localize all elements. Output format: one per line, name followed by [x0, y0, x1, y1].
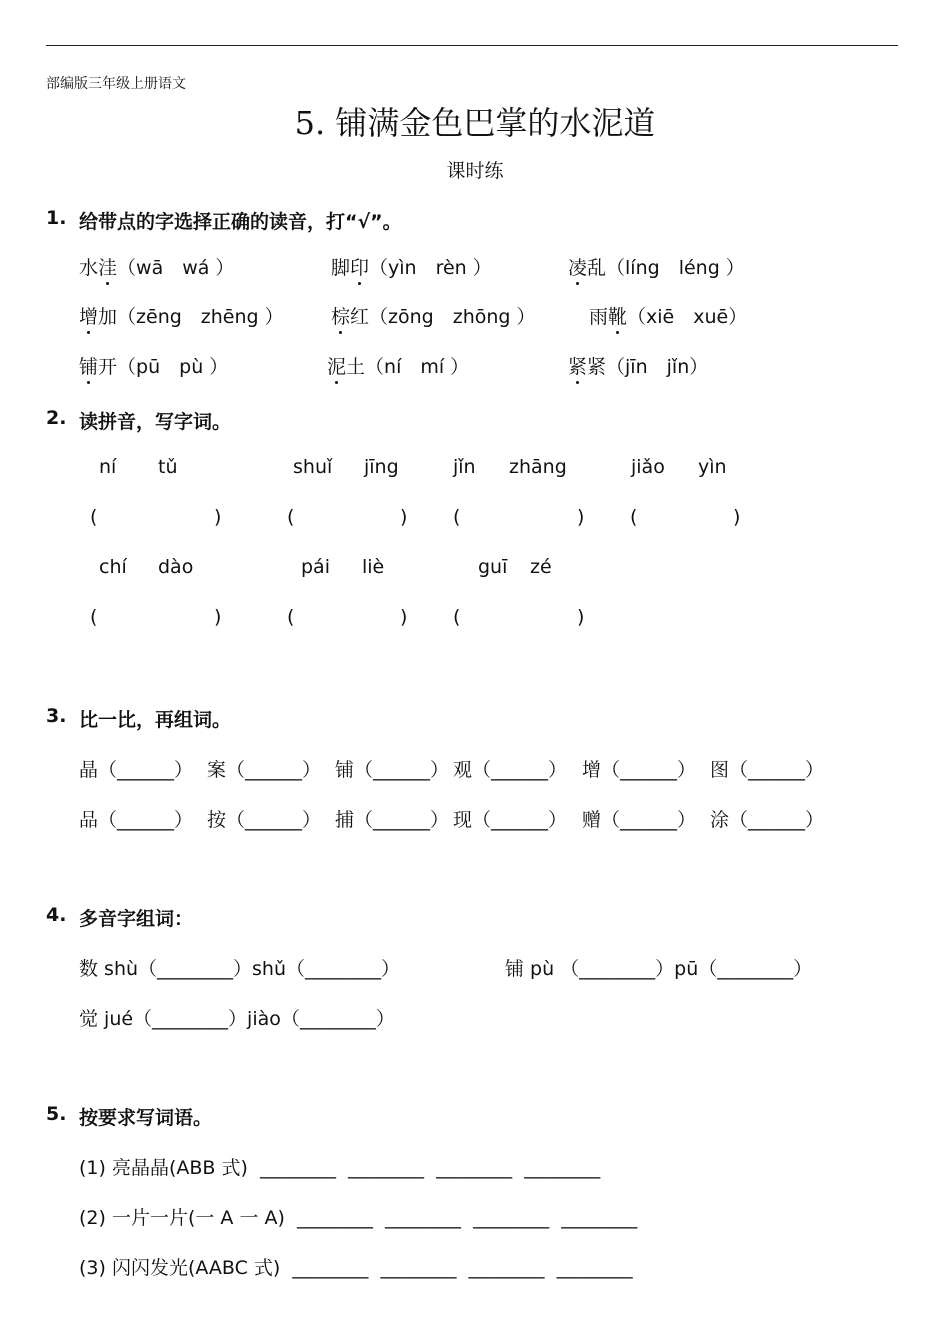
page-header: 部编版三年级上册语文 — [46, 76, 186, 92]
q1-item: 脚印（yìn rèn ） — [331, 257, 492, 279]
polyphone-item: 铺 pù （________）pū（________） — [505, 958, 813, 980]
q1-item: 棕红（zōng zhōng ） — [331, 306, 536, 328]
pinyin: jǐn — [453, 456, 476, 478]
q2-number: 2. — [46, 407, 67, 429]
q1-item: 雨靴（xiē xuē） — [589, 306, 748, 328]
pinyin: liè — [362, 556, 385, 578]
answer-paren-close: ) — [400, 506, 408, 528]
answer-paren-close: ) — [214, 506, 222, 528]
word-pair-item: 捕（______） — [335, 809, 450, 831]
word-form-item: (3) 闪闪发光(AABC 式) ________ ________ ________ ________ — [79, 1257, 633, 1279]
word-pair-item: 晶（______） — [79, 759, 194, 781]
answer-paren-open: ( — [90, 606, 98, 628]
answer-paren-close: ) — [733, 506, 741, 528]
q5-text: 按要求写词语。 — [79, 1107, 213, 1129]
top-rule — [46, 45, 898, 46]
word-pair-item: 观（______） — [453, 759, 568, 781]
answer-paren-open: ( — [90, 506, 98, 528]
q1-item: 水洼（wā wá ） — [79, 257, 235, 279]
answer-paren-close: ) — [577, 506, 585, 528]
pinyin: shuǐ — [293, 456, 333, 478]
q2-text: 读拼音，写字词。 — [79, 411, 232, 433]
word-pair-item: 涂（______） — [710, 809, 825, 831]
q1-text: 给带点的字选择正确的读音，打“√”。 — [79, 211, 402, 233]
answer-paren-open: ( — [453, 606, 461, 628]
pinyin: tǔ — [158, 456, 178, 478]
answer-paren-open: ( — [287, 506, 295, 528]
word-pair-item: 案（______） — [207, 759, 322, 781]
q1-item: 增加（zēng zhēng ） — [79, 306, 284, 328]
pinyin: zhāng — [509, 456, 567, 478]
q1-number: 1. — [46, 207, 67, 229]
polyphone-item: 数 shù（________）shǔ（________） — [79, 958, 401, 980]
pinyin: chí — [99, 556, 127, 578]
answer-paren-close: ) — [400, 606, 408, 628]
word-pair-item: 现（______） — [453, 809, 568, 831]
word-pair-item: 图（______） — [710, 759, 825, 781]
answer-paren-open: ( — [453, 506, 461, 528]
pinyin: dào — [158, 556, 194, 578]
page-title: 5. 铺满金色巴掌的水泥道 — [294, 104, 656, 142]
q1-item: 铺开（pū pù ） — [79, 356, 229, 378]
q4-number: 4. — [46, 904, 67, 926]
answer-paren-close: ) — [577, 606, 585, 628]
pinyin: pái — [301, 556, 330, 578]
pinyin: ní — [99, 456, 117, 478]
word-form-item: (2) 一片一片(一 A 一 A) ________ ________ ________ ________ — [79, 1207, 638, 1229]
pinyin: zé — [530, 556, 552, 578]
answer-paren-open: ( — [630, 506, 638, 528]
q3-text: 比一比，再组词。 — [79, 709, 232, 731]
answer-paren-close: ) — [214, 606, 222, 628]
word-form-item: (1) 亮晶晶(ABB 式) ________ ________ ________ ________ — [79, 1157, 601, 1179]
pinyin: jīng — [364, 456, 399, 478]
answer-paren-open: ( — [287, 606, 295, 628]
polyphone-item: 觉 jué（________）jiào（________） — [79, 1008, 395, 1030]
pinyin: yìn — [698, 456, 727, 478]
q5-number: 5. — [46, 1103, 67, 1125]
q4-text: 多音字组词： — [79, 908, 194, 930]
q3-number: 3. — [46, 705, 67, 727]
q1-item: 泥土（ní mí ） — [327, 356, 470, 378]
word-pair-item: 赠（______） — [582, 809, 697, 831]
word-pair-item: 按（______） — [207, 809, 322, 831]
q1-item: 紧紧（jīn jǐn） — [568, 356, 709, 378]
page-subtitle: 课时练 — [446, 160, 504, 182]
word-pair-item: 铺（______） — [335, 759, 450, 781]
q1-item: 凌乱（líng léng ） — [568, 257, 745, 279]
pinyin: guī — [478, 556, 508, 578]
word-pair-item: 品（______） — [79, 809, 194, 831]
pinyin: jiǎo — [631, 456, 665, 478]
word-pair-item: 增（______） — [582, 759, 697, 781]
